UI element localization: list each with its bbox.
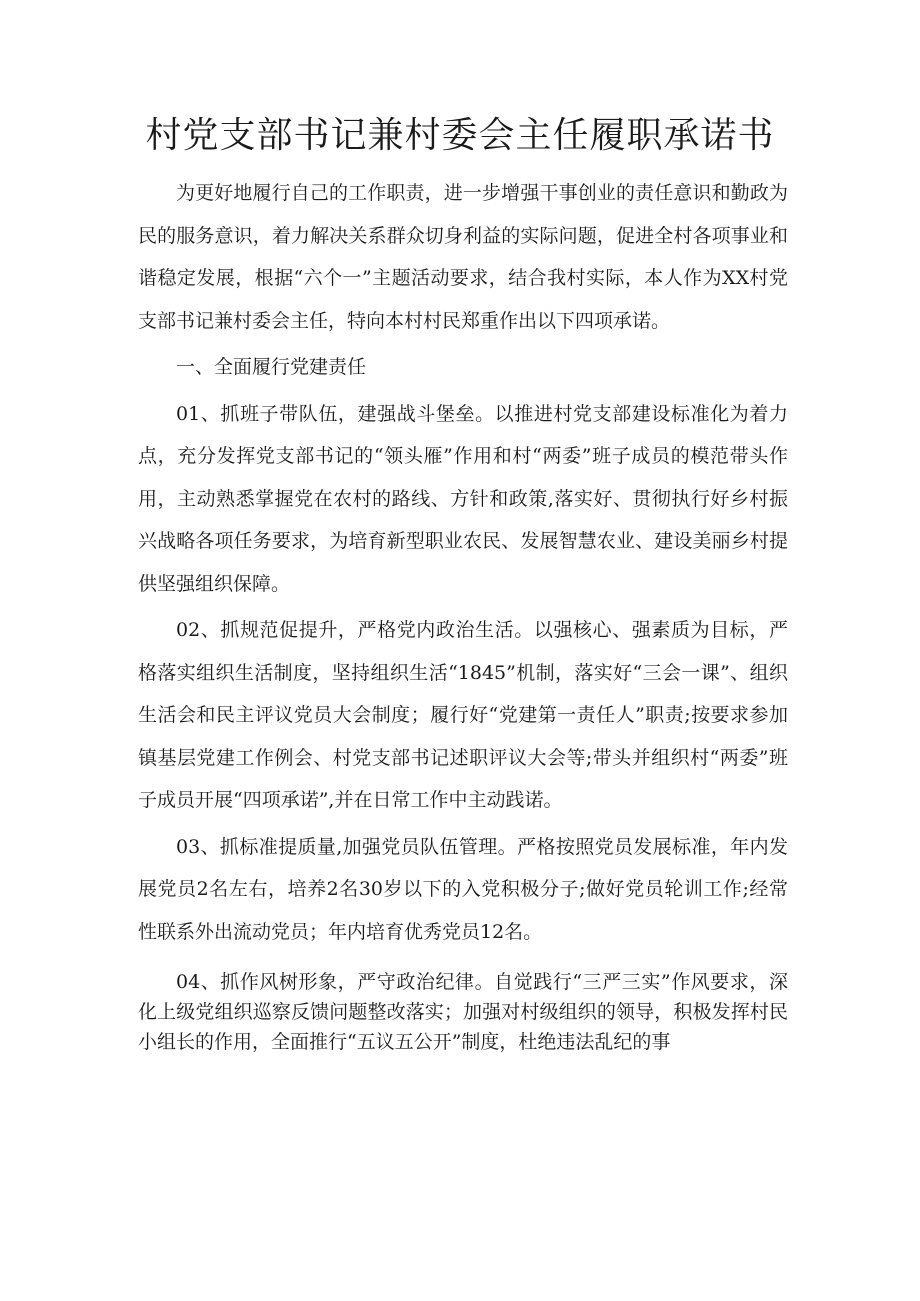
commitment-item-04: 04、抓作风树形象，严守政治纪律。自觉践行“三严三实”作风要求，深化上级党组织巡察反馈问题整改落实；加强对村级组织的领导，积极发挥村民小组长的作用，全面推行“五议五公开”制度，杜绝违法乱纪的事 xyxy=(138,971,788,1053)
section-heading-party-building: 一、全面履行党建责任 xyxy=(176,356,367,378)
commitment-item-02: 02、抓规范促提升，严格党内政治生活。以强核心、强素质为目标，严格落实组织生活制度，坚持组织生活“1845”机制，落实好“三会一课”、组织生活会和民主评议党员大会制度；履行好“党建第一责任人”职责;按要求参加镇基层党建工作例会、村党支部书记述职评议大会等;带头并组织村“两委”班子成员开展“四项承诺”,并在日常工作中主动践诺。 xyxy=(138,619,788,811)
document-title: 村党支部书记兼村委会主任履职承诺书 xyxy=(145,115,775,156)
commitment-item-01: 01、抓班子带队伍，建强战斗堡垒。以推进村党支部建设标准化为着力点，充分发挥党支部书记的“领头雁”作用和村“两委”班子成员的模范带头作用，主动熟悉掌握党在农村的路线、方针和政策,落实好、贯彻执行好乡村振兴战略各项任务要求，为培育新型职业农民、发展智慧农业、建设美丽乡村提供坚强组织保障。 xyxy=(138,402,788,595)
intro-paragraph: 为更好地履行自己的工作职责，进一步增强干事创业的责任意识和勤政为民的服务意识，着力解决关系群众切身利益的实际问题，促进全村各项事业和谐稳定发展，根据“六个一”主题活动要求，结合我村实际，本人作为XX村党支部书记兼村委会主任，特向本村村民郑重作出以下四项承诺。 xyxy=(138,182,788,332)
commitment-item-03: 03、抓标准提质量,加强党员队伍管理。严格按照党员发展标准，年内发展党员2名左右，培养2名30岁以下的入党积极分子;做好党员轮训工作;经常性联系外出流动党员；年内培育优秀党员12名。 xyxy=(138,835,788,943)
document-body xyxy=(138,172,788,1057)
